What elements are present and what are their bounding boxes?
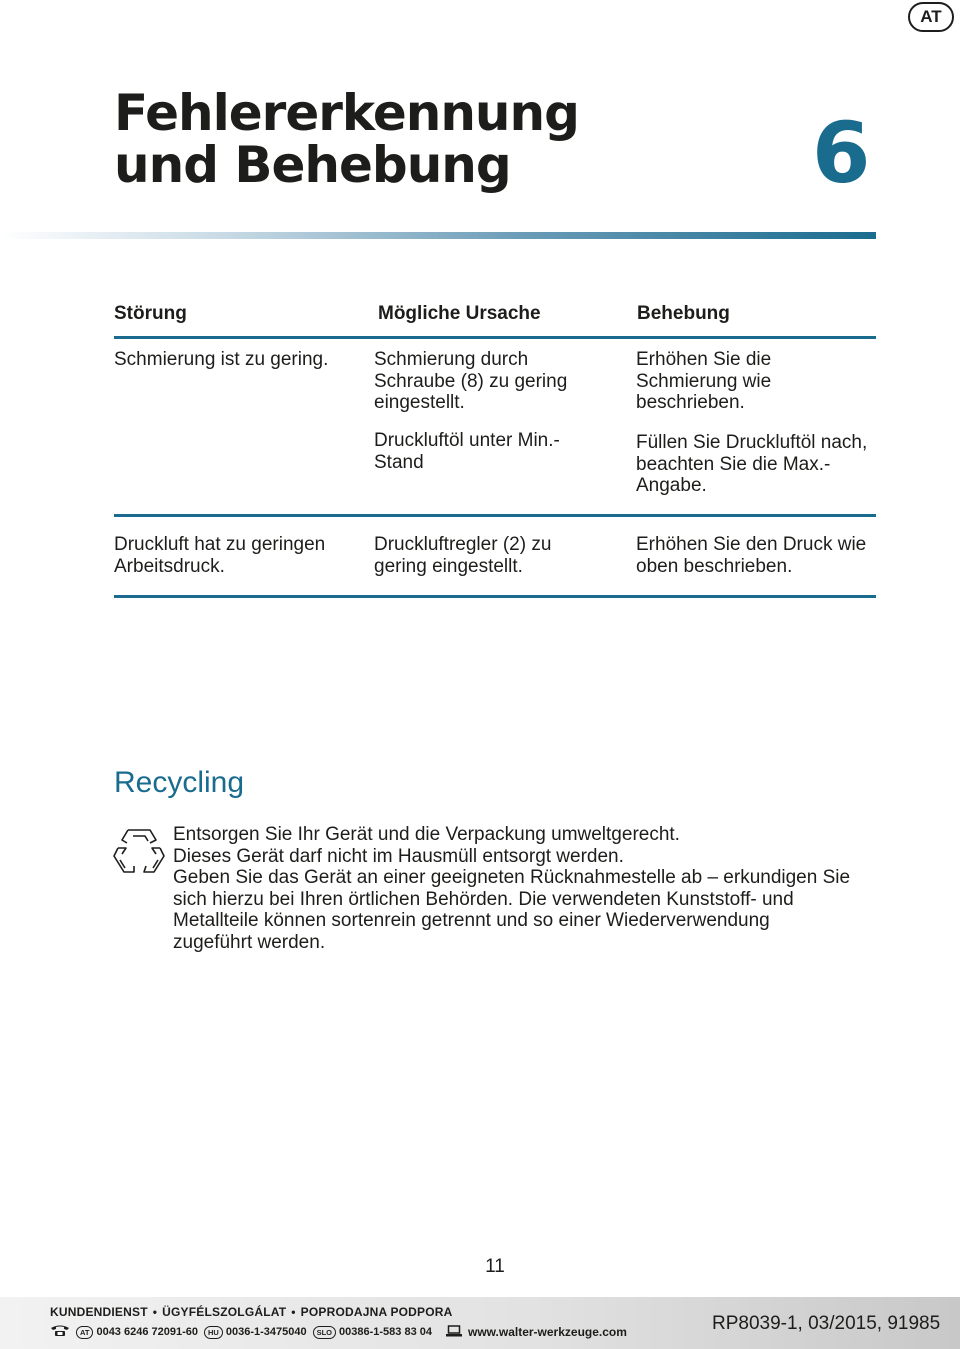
phone-number-hu[interactable]: 0036-1-3475040 bbox=[225, 1326, 307, 1338]
country-code-hu: HU bbox=[204, 1326, 223, 1339]
cell-line: beschrieben. bbox=[636, 392, 745, 413]
cell-line: Stand bbox=[374, 451, 424, 473]
table-row-rule bbox=[114, 514, 876, 517]
cell-line: Angabe. bbox=[636, 475, 707, 496]
country-badge: AT bbox=[908, 2, 954, 32]
chapter-number: 6 bbox=[812, 104, 871, 202]
laptop-icon bbox=[446, 1325, 462, 1340]
column-header-ursache: Mögliche Ursache bbox=[378, 303, 541, 324]
page-number: 11 bbox=[485, 1256, 505, 1277]
table-row-1-ursache-b bbox=[374, 430, 624, 473]
cell-line: Erhöhen Sie den Druck wie bbox=[636, 534, 867, 555]
cell-line: eingestellt. bbox=[374, 392, 465, 413]
table-header-rule bbox=[114, 336, 876, 339]
recycling-text-line: zugeführt werden. bbox=[173, 931, 326, 953]
website-link[interactable]: www.walter-werkzeuge.com bbox=[467, 1325, 627, 1339]
cell-line: Druckluftöl unter Min.- bbox=[374, 430, 560, 451]
cell-line: oben beschrieben. bbox=[636, 555, 793, 577]
cell-line: beachten Sie die Max.- bbox=[636, 453, 831, 475]
cell-line: Arbeitsdruck. bbox=[114, 555, 225, 577]
cell-line: Schmierung wie bbox=[636, 370, 772, 392]
document-reference: RP8039-1, 03/2015, 91985 bbox=[712, 1313, 941, 1334]
cell-line: Schmierung ist zu gering. bbox=[114, 349, 329, 370]
country-code-at: AT bbox=[76, 1326, 93, 1339]
table-row-1-behebung-a bbox=[636, 349, 886, 414]
bullet-separator: • bbox=[152, 1305, 158, 1319]
table-bottom-rule bbox=[114, 595, 876, 598]
service-label-hu: ÜGYFÉLSZOLGÁLAT bbox=[162, 1305, 287, 1319]
cell-line: Erhöhen Sie die bbox=[636, 349, 772, 370]
contact-row bbox=[50, 1324, 627, 1340]
telephone-icon bbox=[50, 1324, 70, 1340]
recycling-text-line: sich hierzu bei Ihren örtlichen Behörden. Die verwendeten Kunststoff- und bbox=[173, 888, 794, 910]
table-row-1-stoerung bbox=[114, 349, 364, 371]
phone-number-at[interactable]: 0043 6246 72091-60 bbox=[96, 1326, 198, 1338]
table-row-2-ursache bbox=[374, 534, 624, 577]
cell-line: Schraube (8) zu gering bbox=[374, 370, 568, 392]
service-heading bbox=[50, 1305, 453, 1319]
table-row-2-behebung bbox=[636, 534, 886, 577]
table-row-1-behebung-b bbox=[636, 432, 886, 497]
bullet-separator: • bbox=[291, 1305, 296, 1319]
cell-line: gering eingestellt. bbox=[374, 555, 523, 577]
country-code-slo: SLO bbox=[313, 1326, 336, 1339]
page-title-line-1: Fehlererkennung bbox=[114, 84, 579, 142]
recycling-icon bbox=[112, 826, 166, 876]
service-label-de: KUNDENDIENST bbox=[50, 1305, 148, 1319]
table-row-1-ursache-a bbox=[374, 349, 624, 414]
column-header-stoerung: Störung bbox=[114, 303, 187, 324]
recycling-text-line: Entsorgen Sie Ihr Gerät und die Verpackung umweltgerecht. bbox=[173, 824, 680, 845]
service-label-slo: POPRODAJNA PODPORA bbox=[300, 1305, 453, 1319]
recycling-text-line: Dieses Gerät darf nicht im Hausmüll entsorgt werden. bbox=[173, 845, 624, 867]
table-row-2-stoerung bbox=[114, 534, 364, 577]
column-header-behebung: Behebung bbox=[637, 303, 730, 324]
cell-line: Schmierung durch bbox=[374, 349, 529, 370]
recycling-text-line: Metallteile können sortenrein getrennt und so einer Wiederverwendung bbox=[173, 910, 770, 931]
cell-line: Druckluftregler (2) zu bbox=[374, 534, 552, 555]
cell-line: Füllen Sie Druckluftöl nach, bbox=[636, 432, 868, 453]
title-divider bbox=[0, 232, 876, 239]
phone-number-slo[interactable]: 00386-1-583 83 04 bbox=[339, 1326, 432, 1338]
recycling-heading: Recycling bbox=[114, 766, 245, 799]
recycling-text-line: Geben Sie das Gerät an einer geeigneten Rücknahmestelle ab – erkundigen Sie bbox=[173, 867, 851, 888]
cell-line: Druckluft hat zu geringen bbox=[114, 534, 326, 555]
page-title-line-2: und Behebung bbox=[114, 136, 511, 194]
